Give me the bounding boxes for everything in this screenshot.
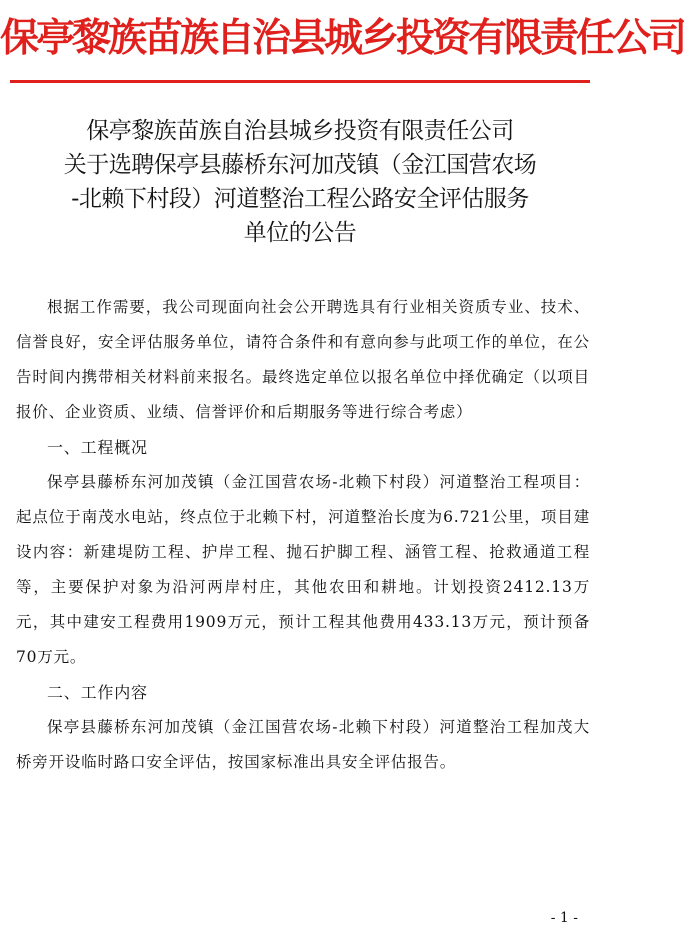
document-body (16, 290, 590, 780)
title-line: 关于选聘保亭县藤桥东河加茂镇（金江国营农场 (63, 152, 537, 178)
overview-paragraph: 保亭县藤桥东河加茂镇（金江国营农场-北赖下村段）河道整治工程项目：起点位于南茂水电站，终点位于北赖下村，河道整治长度为6.721公里，项目建设内容：新建堤防工程、护岸工程、抛石护脚工程、涵管工程、抢救通道工程等，主要保护对象为沿河两岸村庄，其他农田和耕地。计划投资2412.13万元，其中建安工程费用1909万元，预计工程其他费用433.13万元，预计预备70万元。 (16, 473, 590, 666)
letterhead-divider (10, 80, 590, 83)
work-paragraph: 保亭县藤桥东河加茂镇（金江国营农场-北赖下村段）河道整治工程加茂大桥旁开设临时路口安全评估，按国家标准出具安全评估报告。 (16, 718, 590, 771)
letterhead-company-name: 保亭黎族苗族自治县城乡投资有限责任公司 (0, 15, 684, 61)
title-line: 保亭黎族苗族自治县城乡投资有限责任公司 (86, 118, 514, 144)
document-title (0, 114, 600, 250)
section-heading-overview: 一、工程概况 (47, 438, 148, 457)
page-number: - 1 - (550, 910, 578, 926)
title-line: -北赖下村段）河道整治工程公路安全评估服务 (71, 186, 529, 212)
title-line: 单位的公告 (243, 220, 357, 246)
section-heading-work: 二、工作内容 (47, 683, 148, 702)
intro-paragraph: 根据工作需要，我公司现面向社会公开聘选具有行业相关资质专业、技术、信誉良好，安全评估服务单位，请符合条件和有意向参与此项工作的单位，在公告时间内携带相关材料前来报名。最终选定单位以报名单位中择优确定（以项目报价、企业资质、业绩、信誉评价和后期服务等进行综合考虑） (16, 298, 590, 421)
